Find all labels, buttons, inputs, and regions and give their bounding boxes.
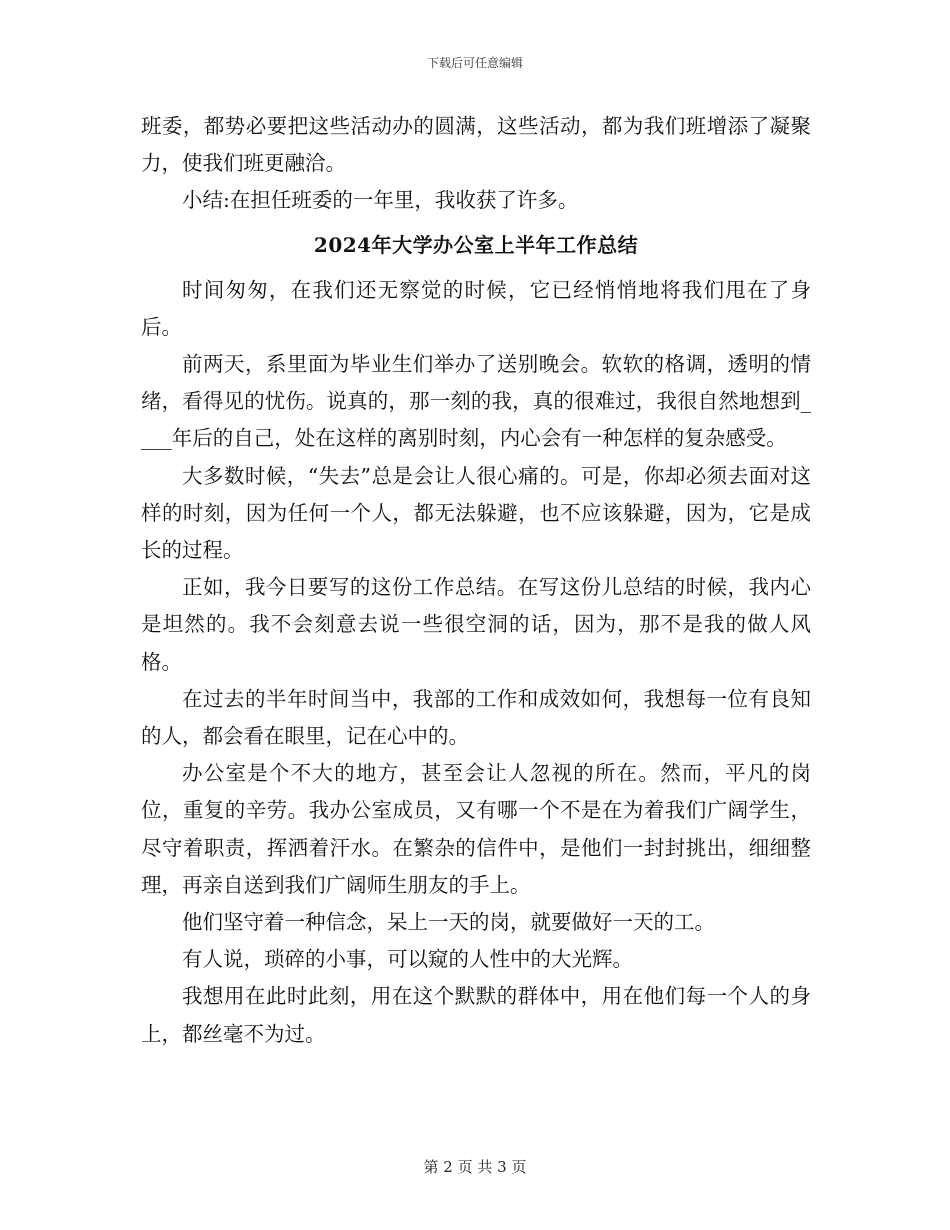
paragraph-summary: 小结:在担任班委的一年里，我收获了许多。	[182, 188, 579, 213]
document-body	[141, 108, 811, 1053]
paragraph: 办公室是个不大的地方，甚至会让人忽视的所在。然而，平凡的岗位，重复的辛劳。我办公室成员，又有哪一个不是在为着我们广阔学生，尽守着职责，挥洒着汗水。在繁杂的信件中，是他们一封封挑出，细细整理，再亲自送到我们广阔师生朋友的手上。	[141, 761, 811, 897]
page-number: 第 2 页 共 3 页	[423, 1158, 527, 1176]
paragraph: 时间匆匆，在我们还无察觉的时候，它已经悄悄地将我们甩在了身后。	[141, 277, 811, 339]
paragraph: 正如，我今日要写的这份工作总结。在写这份儿总结的时候，我内心是坦然的。我不会刻意去说一些很空洞的话，因为，那不是我的做人风格。	[141, 575, 811, 674]
header-note: 下载后可任意编辑	[426, 56, 523, 70]
paragraph-continued: 班委，都势必要把这些活动办的圆满，这些活动，都为我们班增添了凝聚力，使我们班更融洽。	[141, 114, 811, 176]
paragraph: 我想用在此时此刻，用在这个默默的群体中，用在他们每一个人的身上，都丝毫不为过。	[141, 984, 811, 1046]
paragraph: 有人说，琐碎的小事，可以窥的人性中的大光辉。	[182, 947, 633, 972]
paragraph: 大多数时候，“失去”总是会让人很心痛的。可是，你却必须去面对这样的时刻，因为任何一个人，都无法躲避，也不应该躲避，因为，它是成长的过程。	[141, 463, 811, 563]
document-title: 2024年大学办公室上半年工作总结	[313, 232, 639, 257]
paragraph: 他们坚守着一种信念，呆上一天的岗，就要做好一天的工。	[182, 910, 715, 935]
paragraph: 前两天，系里面为毕业生们举办了送别晚会。软软的格调，透明的情绪，看得见的忧伤。说真的，那一刻的我，真的很难过，我很自然地想到____年后的自己，处在这样的离别时刻，内心会有一种怎样的复杂感受。	[141, 352, 811, 451]
paragraph: 在过去的半年时间当中，我部的工作和成效如何，我想每一位有良知的人，都会看在眼里，记在心中的。	[141, 686, 811, 749]
